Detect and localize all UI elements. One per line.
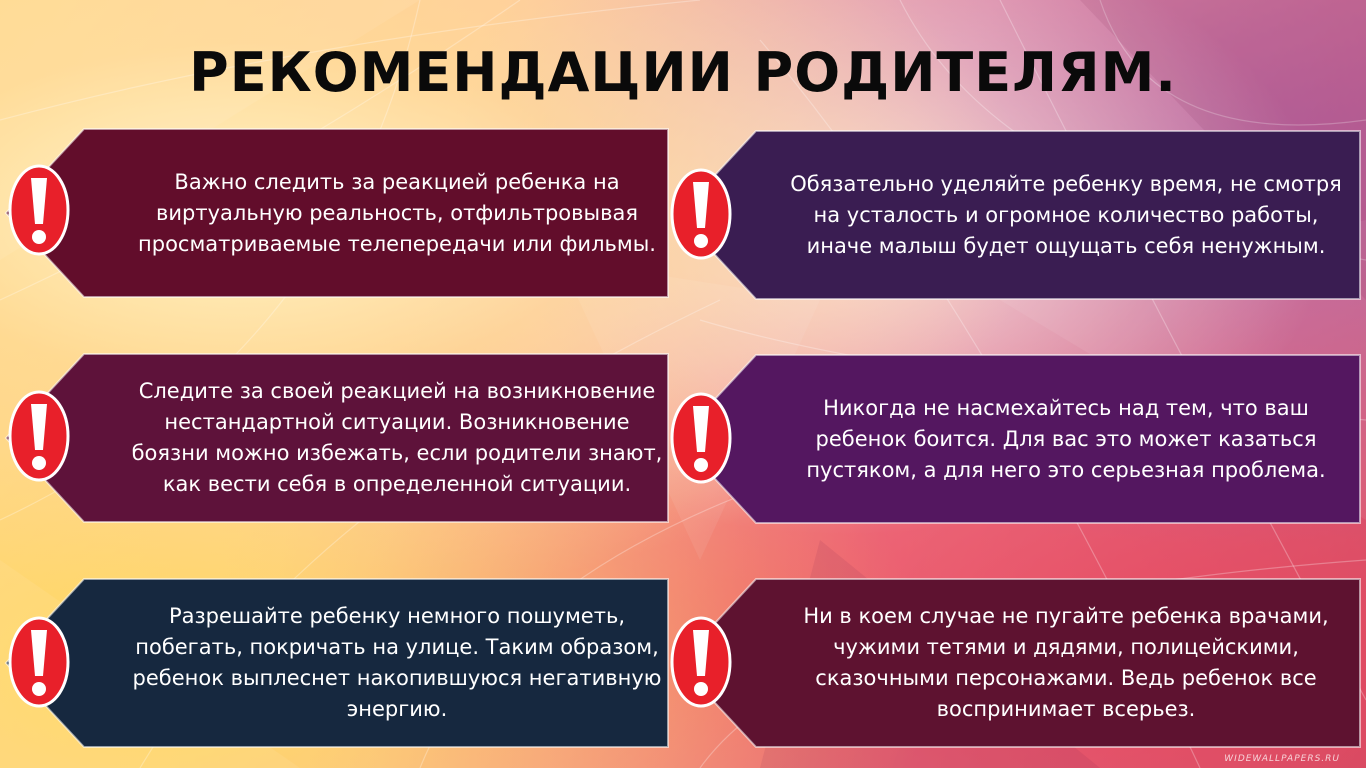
exclamation-icon: [670, 616, 732, 708]
recommendation-card-5: [4, 577, 670, 749]
watermark: WIDEWALLPAPERS.RU: [1224, 754, 1340, 764]
exclamation-icon: [8, 390, 70, 482]
card-1-text: Важно следить за реакцией ребенка на виртуальную реальность, отфильтровывая просматриваемые телепередачи или фильмы.: [138, 169, 656, 256]
recommendation-card-2: [676, 129, 1362, 301]
exclamation-icon: [670, 392, 732, 484]
exclamation-icon: [670, 168, 732, 260]
recommendation-card-3: [4, 352, 670, 524]
exclamation-icon: [8, 164, 70, 256]
slide-title: РЕКОМЕНДАЦИИ РОДИТЕЛЯМ.: [189, 41, 1177, 104]
exclamation-icon: [8, 616, 70, 708]
card-6-text: Ни в коем случае не пугайте ребенка врачами, чужими тетями и дядями, полицейскими, сказочными персонажами. Ведь ребенок все воспринимает всерьез.: [803, 604, 1329, 721]
card-5-text: Разрешайте ребенку немного пошуметь, побегать, покричать на улице. Таким образом, ребенок выплеснет накопившуюся негативную энергию.: [132, 604, 662, 721]
card-3-text: Следите за своей реакцией на возникновение нестандартной ситуации. Возникновение боязни можно избежать, если родители знают, как вести себя в определенной ситуации.: [131, 379, 663, 496]
recommendation-card-4: [676, 353, 1362, 525]
card-4-text: Никогда не насмехайтесь над тем, что ваш ребенок боится. Для вас это может казаться пустяком, а для него это серьезная проблема.: [806, 395, 1326, 482]
recommendation-card-1: [4, 127, 670, 299]
recommendation-card-6: [676, 577, 1362, 749]
card-2-text: Обязательно уделяйте ребенку время, не смотря на усталость и огромное количество работы, иначе малыш будет ощущать себя ненужным.: [790, 171, 1342, 258]
